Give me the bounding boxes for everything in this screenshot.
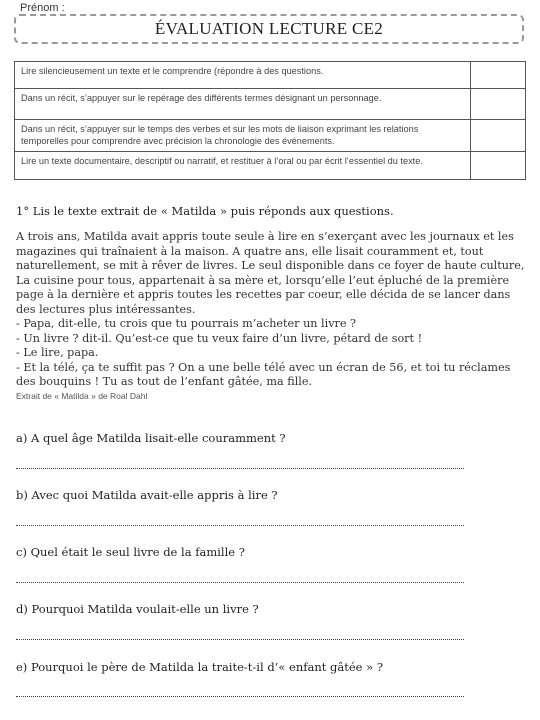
skill-mark-cell <box>471 120 526 152</box>
page-title: ÉVALUATION LECTURE CE2 <box>154 19 384 38</box>
skill-row <box>15 89 526 120</box>
question-e: e) Pourquoi le père de Matilda la traite-t-il d’« enfant gâtée » ? <box>16 660 383 674</box>
prenom-label: Prénom : <box>20 2 65 14</box>
reading-passage <box>16 230 526 402</box>
skill-row <box>15 120 526 152</box>
passage-source: Extrait de « Matilda » de Roal Dahl <box>16 390 148 401</box>
answer-line-e[interactable] <box>16 696 464 697</box>
passage-line: - Le lire, papa. <box>16 346 99 359</box>
answer-line-d[interactable] <box>16 639 464 640</box>
question-c: c) Quel était le seul livre de la famille ? <box>16 545 245 559</box>
skill-row <box>15 152 526 180</box>
skill-mark-cell <box>471 152 526 180</box>
passage-line: - Papa, dit-elle, tu crois que tu pourrais m’acheter un livre ? <box>16 317 357 330</box>
skill-text: Dans un récit, s’appuyer sur le temps des verbes et sur les mots de liaison exprimant les relations temporelles pour comprendre avec précision la chronologie des événements. <box>15 120 471 152</box>
answer-line-c[interactable] <box>16 582 464 583</box>
passage-paragraph: A trois ans, Matilda avait appris toute seule à lire en s’exerçant avec les journaux et les magazines qui traînaient à la maison. A quatre ans, elle lisait couramment et, tout naturellement, se mit à rêver de livres. Le seul disponible dans ce foyer de haute culture, La cuisine pour tous, appartenait à sa mère et, lorsqu’elle l’eut épluché de la première page à la dernière et appris toutes les recettes par coeur, elle décida de se lancer dans des lectures plus intéressantes. <box>16 230 525 316</box>
answer-line-b[interactable] <box>16 525 464 526</box>
skill-mark-cell <box>471 62 526 89</box>
skill-mark-cell <box>471 89 526 120</box>
question-d: d) Pourquoi Matilda voulait-elle un livre ? <box>16 602 259 616</box>
question-b: b) Avec quoi Matilda avait-elle appris à lire ? <box>16 488 278 502</box>
skill-row <box>15 62 526 89</box>
skill-text: Lire un texte documentaire, descriptif ou narratif, et restituer à l’oral ou par écrit l’essentiel du texte. <box>15 152 471 180</box>
question-a: a) A quel âge Matilda lisait-elle couramment ? <box>16 431 286 445</box>
skills-table <box>14 61 526 180</box>
exercise-instruction: 1° Lis le texte extrait de « Matilda » puis réponds aux questions. <box>16 204 394 218</box>
passage-line: - Et la télé, ça te suffit pas ? On a une belle télé avec un écran de 56, et toi tu réclames des bouquins ! Tu as tout de l’enfant gâtée, ma fille. <box>16 360 511 388</box>
passage-line: - Un livre ? dit-il. Qu’est-ce que tu veux faire d’un livre, pétard de sort ! <box>16 331 423 345</box>
answer-line-a[interactable] <box>16 468 464 469</box>
title-box <box>14 14 524 44</box>
skill-text: Lire silencieusement un texte et le comprendre (répondre à des questions. <box>15 62 471 89</box>
skill-text: Dans un récit, s’appuyer sur le repérage des différents termes désignant un personnage. <box>15 89 471 120</box>
